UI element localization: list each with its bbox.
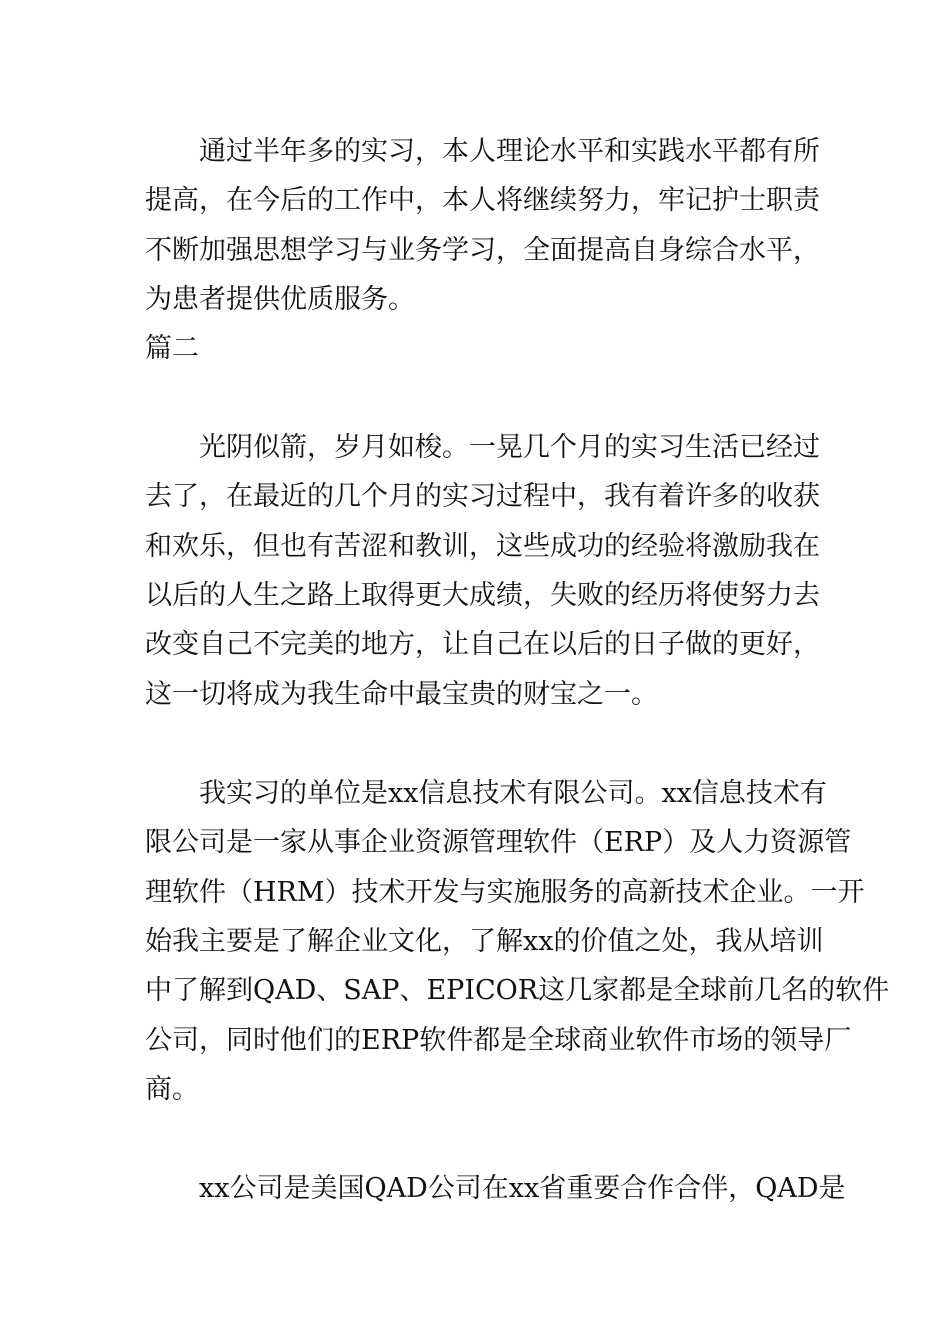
paragraph-3-line-4: 始我主要是了解企业文化，了解xx的价值之处，我从培训 (145, 926, 824, 957)
paragraph-2-line-3: 和欢乐，但也有苦涩和教训，这些成功的经验将激励我在 (145, 531, 820, 562)
paragraph-3-line-7: 商。 (145, 1074, 199, 1105)
paragraph-1-line-2: 提高，在今后的工作中，本人将继续努力，牢记护士职责 (145, 185, 820, 216)
paragraph-4-line-1: xx公司是美国QAD公司在xx省重要合作合伴，QAD是 (199, 1173, 846, 1204)
paragraph-2-line-5: 改变自己不完美的地方，让自己在以后的日子做的更好， (145, 629, 820, 660)
paragraph-3-line-6: 公司，同时他们的ERP软件都是全球商业软件市场的领导厂 (145, 1025, 852, 1056)
paragraph-1-line-1: 通过半年多的实习，本人理论水平和实践水平都有所 (199, 136, 820, 167)
paragraph-2-line-6: 这一切将成为我生命中最宝贵的财宝之一。 (145, 679, 658, 710)
paragraph-3-line-2: 限公司是一家从事企业资源管理软件（ERP）及人力资源管 (145, 827, 852, 858)
paragraph-2-line-2: 去了，在最近的几个月的实习过程中，我有着许多的收获 (145, 481, 820, 512)
paragraph-3-line-3: 理软件（HRM）技术开发与实施服务的高新技术企业。一开 (145, 877, 865, 908)
paragraph-3-line-1: 我实习的单位是xx信息技术有限公司。xx信息技术有 (199, 778, 827, 809)
paragraph-1-line-3: 不断加强思想学习与业务学习，全面提高自身综合水平， (145, 235, 820, 266)
paragraph-3-line-5: 中了解到QAD、SAP、EPICOR这几家都是全球前几名的软件 (145, 975, 890, 1006)
paragraph-2-line-1: 光阴似箭，岁月如梭。一晃几个月的实习生活已经过 (199, 432, 820, 463)
paragraph-2-line-4: 以后的人生之路上取得更大成绩，失败的经历将使努力去 (145, 580, 820, 611)
section-heading: 篇二 (145, 333, 199, 364)
paragraph-1-line-4: 为患者提供优质服务。 (145, 284, 415, 315)
